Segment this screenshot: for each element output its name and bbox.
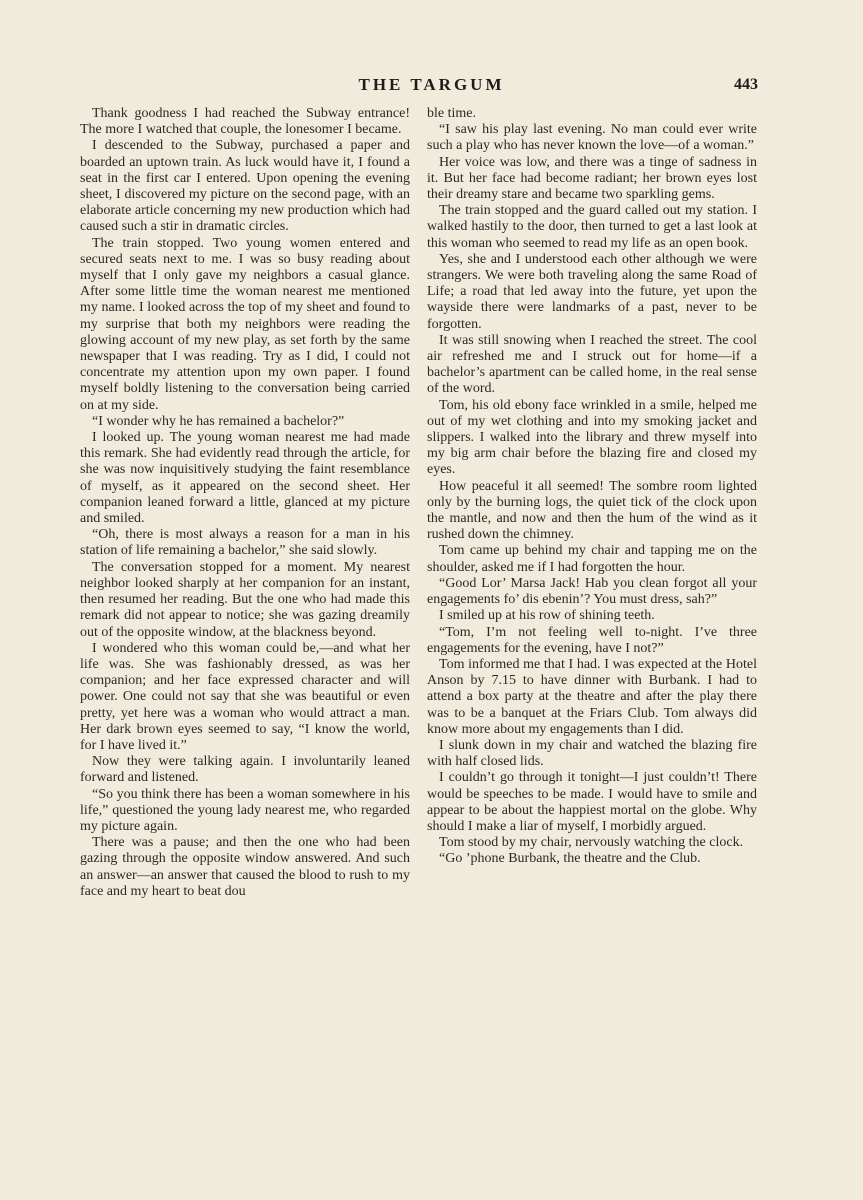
paragraph: I wondered who this woman could be,—and what her life was. She was fashionably dressed, as was her companion; and her face expressed character and will power. One could not say that she was beautiful or even pretty, yet here was a woman who would attract a man. Her dark brown eyes seemed to say, “I know the world, for I have lived it.” [80,640,410,753]
paragraph: There was a pause; and then the one who had been gazing through the opposite window answered. And such an answer—an answer that caused the blood to rush to my face and my heart to beat dou [80,835,410,899]
page-title: THE TARGUM [358,75,505,94]
paragraph: “Tom, I’m not feeling well to-night. I’ve three engagements for the evening, have I not?” [427,624,757,656]
paragraph: I slunk down in my chair and watched the blazing fire with half closed lids. [427,737,757,770]
paragraph: “Oh, there is most always a reason for a man in his station of life remaining a bachelor,” she said slowly. [80,527,410,559]
paragraph: The train stopped. Two young women entered and secured seats next to me. I was so busy reading about myself that I only gave my neighbors a casual glance. After some little time the woman nearest me mentioned my name. I looked across the top of my sheet and found to my surprise that both my neighbors were reading the glowing account of my new play, as set forth by the same newspaper that I was reading. Try as I did, I could not concentrate my attention upon my own paper. I found myself boldly listening to the conversation being carried on at my side. [80,235,410,413]
paragraph: Tom, his old ebony face wrinkled in a smile, helped me out of my wet clothing and into my smoking jacket and slippers. I walked into the library and threw myself into my big arm chair before the blazing fire and closed my eyes. [427,397,757,478]
paragraph: Thank goodness I had reached the Subway entrance! The more I watched that couple, the lonesomer I became. [80,106,410,138]
paragraph: The conversation stopped for a moment. My nearest neighbor looked sharply at her companion for an instant, then resumed her reading. But the one who had made this remark did not appear to notice; she was gazing dreamily out of the opposite window, at the blackness beyond. [80,559,410,640]
paragraph: I couldn’t go through it tonight—I just couldn’t! There would be speeches to be made. I would have to smile and appear to be about the happiest mortal on the globe. Why should I make a liar of myself, I morbidly argued. [427,770,757,834]
paragraph: “I wonder why he has remained a bachelor?” [92,413,345,429]
paragraph: I looked up. The young woman nearest me had made this remark. She had evidently read through the article, for she was now inquisitively studying the faint resemblance of myself, as it appeared on the second sheet. Her companion leaned forward a little, glanced at my picture and smiled. [80,430,410,527]
left-column [80,106,410,900]
paragraph-continuation: ble time. [427,106,476,121]
paragraph: The train stopped and the guard called out my station. I walked hastily to the door, then turned to get a last look at this woman who seemed to read my life as an open book. [427,203,757,251]
paragraph: Tom came up behind my chair and tapping me on the shoulder, asked me if I had forgotten the hour. [427,543,757,575]
right-column [427,106,757,868]
paragraph: Her voice was low, and there was a tinge of sadness in it. But her face had become radiant; her brown eyes lost their dreamy stare and became two sparkling gems. [427,154,757,203]
paragraph: Tom informed me that I had. I was expected at the Hotel Anson by 7.15 to have dinner with Burbank. I had to attend a box party at the theatre and after the play there was to be a banquet at the Friars Club. Tom always did know more about my engagements than I did. [427,656,757,737]
paragraph: “Good Lor’ Marsa Jack! Hab you clean forgot all your engagements fo’ dis ebenin’? You must dress, sah?” [427,575,757,608]
page-number: 443 [734,76,758,93]
paragraph: “So you think there has been a woman somewhere in his life,” questioned the young lady nearest me, who regarded my picture again. [80,786,410,834]
paragraph: How peaceful it all seemed! The sombre room lighted only by the burning logs, the quiet tick of the clock upon the mantle, and now and then the hum of the wind as it rushed down the chimney. [427,478,757,543]
paragraph: Tom stood by my chair, nervously watching the clock. [439,835,744,851]
paragraph: “Go ’phone Burbank, the theatre and the Club. [439,851,701,867]
paragraph: Yes, she and I understood each other although we were strangers. We were both traveling along the same Road of Life; a road that led away into the future, yet upon the wayside there were landmarks of a past, never to be forgotten. [427,251,757,332]
paragraph: Now they were talking again. I involuntarily leaned forward and listened. [80,754,410,786]
paragraph: It was still snowing when I reached the street. The cool air refreshed me and I struck out for home—if a bachelor’s apartment can be called home, in the real sense of the word. [427,332,757,397]
paragraph: “I saw his play last evening. No man could ever write such a play who has never known the love—of a woman.” [427,122,757,154]
paragraph: I descended to the Subway, purchased a paper and boarded an uptown train. As luck would have it, I found a seat in the first car I entered. Upon opening the evening sheet, I discovered my picture on the second page, with an elaborate article concerning my new production which had caused such a stir in dramatic circles. [80,138,410,235]
paragraph: I smiled up at his row of shining teeth. [439,608,655,624]
